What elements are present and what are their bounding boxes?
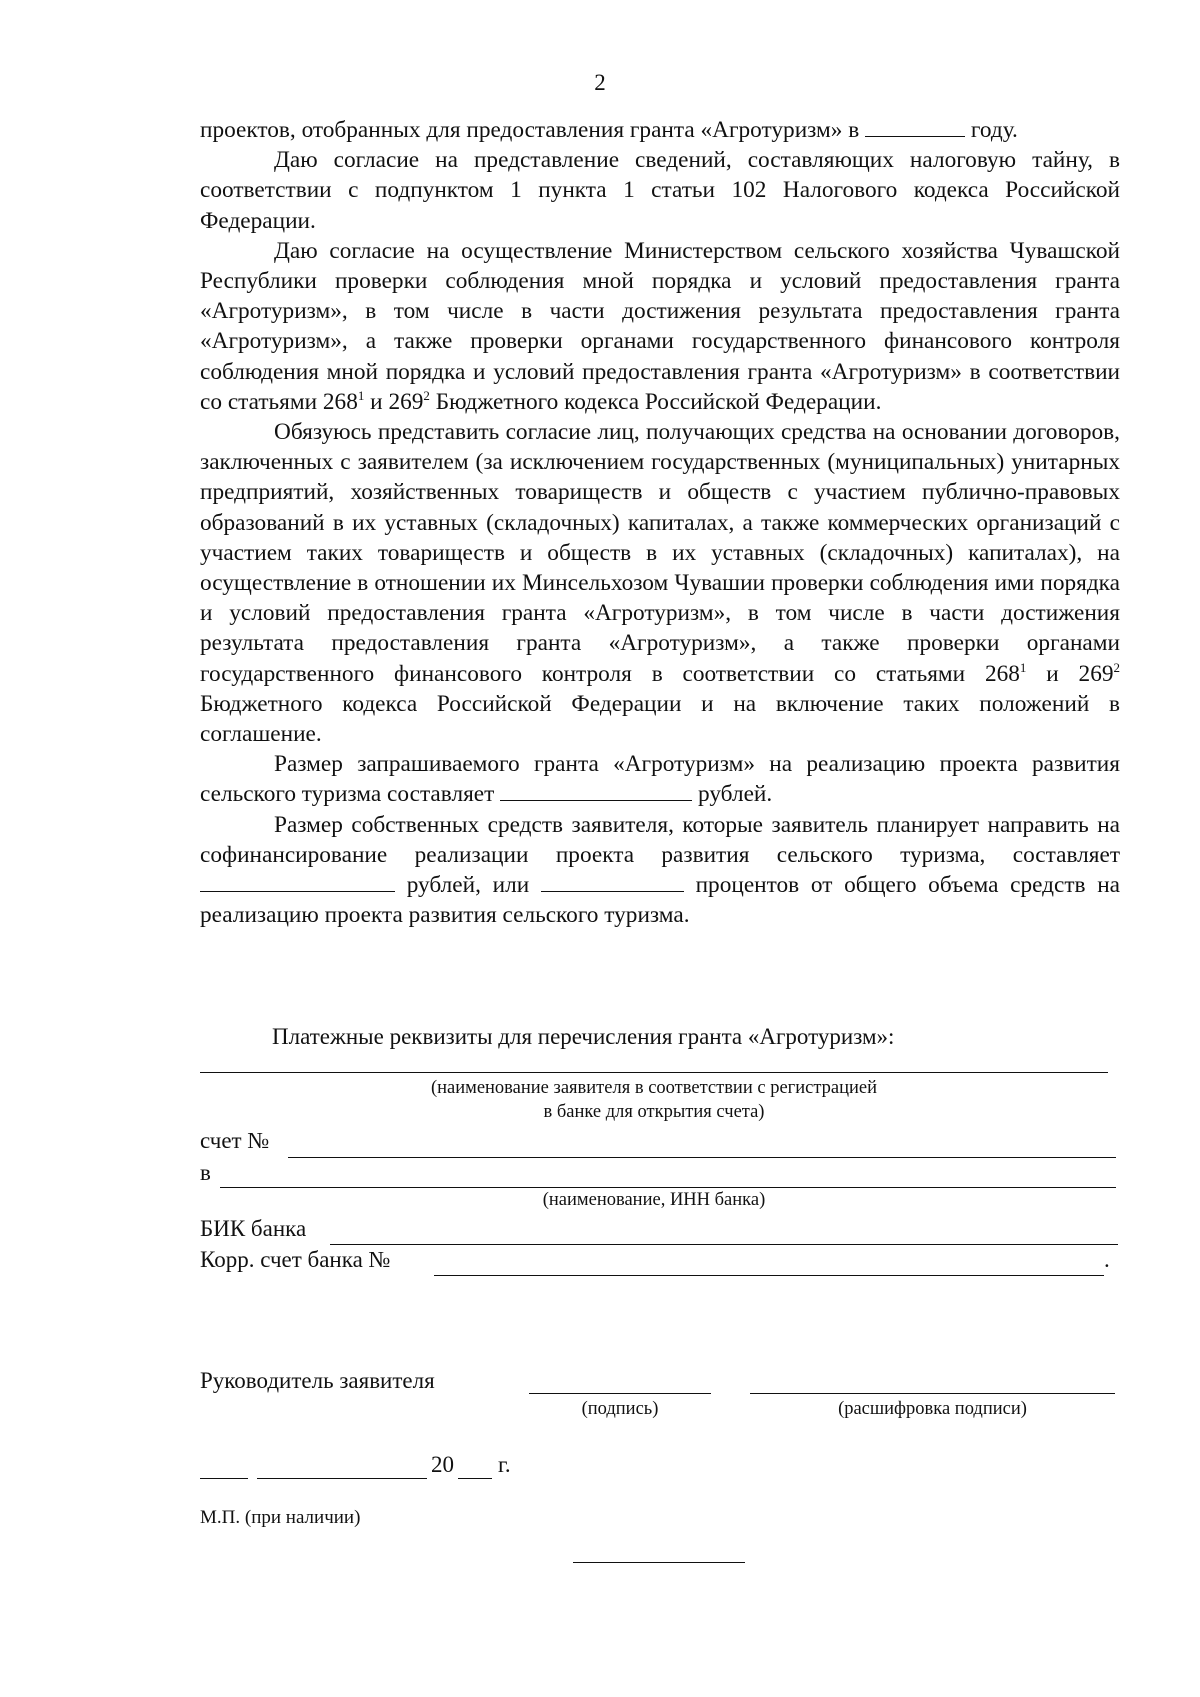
account-line[interactable] [288, 1157, 1116, 1158]
bank-caption: (наименование, ИНН банка) [542, 1190, 766, 1210]
paragraph-text: Бюджетного кодекса Российской Федерации и на включение таких положений в соглашение. [200, 690, 1120, 748]
year-blank [865, 116, 965, 137]
paragraph-text: процентов от общего объема средств на реализацию проекта развития сельского туризма. [200, 872, 1121, 929]
paragraph-text: Размер собственных средств заявителя, которые заявитель планирует направить на софинансирование реализации проекта развития сельского туризма, составляет [200, 811, 1120, 868]
paragraph-text: Бюджетного кодекса Российской Федерации. [429, 388, 882, 415]
applicant-name-line[interactable] [200, 1072, 1108, 1073]
head-label: Руководитель заявителя [200, 1368, 435, 1393]
superscript: 2 [423, 387, 430, 403]
percent-blank[interactable] [541, 871, 684, 892]
paragraph-grant-amount [200, 749, 1120, 809]
applicant-caption-2: в банке для открытия счета) [543, 1102, 765, 1122]
grant-amount-blank[interactable] [500, 780, 692, 801]
superscript: 1 [1019, 659, 1027, 675]
signature-caption: (подпись) [581, 1399, 659, 1419]
paragraph-tax-consent: Даю согласие на представление сведений, составляющих налоговую тайну, в соответствии с подпунктом 1 пункта 1 статьи 102 Налогового кодекса Российской Федерации. [200, 147, 1120, 234]
bank-line[interactable] [220, 1187, 1116, 1188]
corr-label: Корр. счет банка № [200, 1247, 391, 1272]
date-month-line[interactable] [257, 1478, 427, 1479]
paragraph-text: рублей, или [406, 872, 530, 899]
paragraph-text: проектов, отобранных для предоставления гранта «Агротуризм» в [200, 117, 860, 143]
paragraph-inspection-consent [200, 236, 1120, 417]
superscript: 2 [1113, 659, 1120, 675]
date-year-prefix: 20 [431, 1452, 454, 1477]
stamp-label: М.П. (при наличии) [200, 1507, 361, 1528]
payment-title: Платежные реквизиты для перечисления гранта «Агротуризм»: [272, 1024, 895, 1049]
paragraph-text: году. [970, 117, 1018, 143]
paragraph-text: и 269 [1026, 660, 1114, 687]
bik-line[interactable] [330, 1244, 1118, 1245]
corr-line[interactable] [434, 1275, 1104, 1276]
signature-line[interactable] [529, 1393, 711, 1394]
superscript: 1 [357, 387, 365, 403]
body-text [200, 115, 1120, 930]
paragraph-continuation [200, 115, 1120, 145]
page-number: 2 [594, 70, 606, 95]
paragraph-own-funds [200, 810, 1120, 931]
account-label: счет № [200, 1128, 270, 1153]
paragraph-text: Размер запрашиваемого гранта «Агротуризм» на реализацию проекта развития сельского туризма составляет [200, 751, 1120, 808]
date-year-suffix: г. [498, 1452, 511, 1477]
paragraph-obligation [200, 417, 1120, 749]
decode-caption: (расшифровка подписи) [838, 1399, 1027, 1419]
applicant-caption-1: (наименование заявителя в соответствии с регистрацией [430, 1078, 878, 1098]
bank-label: в [200, 1160, 211, 1185]
paragraph-text: Обязуюсь представить согласие лиц, получающих средства на основании договоров, заключенных с заявителем (за исключением государственных (муниципальных) унитарных предприятий, хозяйственных товариществ и обществ с участием публично-правовых образований в их уставных (складочных) капиталах, а также коммерческих организаций с участием таких товариществ и обществ в их уставных (складочных) капиталах), на осуществление в отношении их Минсельхозом Чувашии проверки соблюдения ими порядка и условий предоставления гранта «Агротуризм», в том числе в части достижения результата предоставления гранта «Агротуризм», а также проверки органами государственного финансового контроля в соответствии со статьями 268 [200, 419, 1120, 687]
date-year-line[interactable] [458, 1478, 492, 1479]
bik-label: БИК банка [200, 1216, 307, 1241]
corr-end: . [1104, 1247, 1110, 1272]
paragraph-text: и 269 [364, 388, 424, 415]
own-funds-blank[interactable] [200, 871, 395, 892]
paragraph-text: рублей. [697, 781, 773, 808]
date-day-line[interactable] [200, 1478, 248, 1479]
decode-line[interactable] [750, 1393, 1115, 1394]
paragraph-text: Даю согласие на осуществление Министерством сельского хозяйства Чувашской Республики проверки соблюдения мной порядка и условий предоставления гранта «Агротуризм», в том числе в части достижения результата предоставления гранта «Агротуризм», а также проверки органами государственного финансового контроля соблюдения мной порядка и условий предоставления гранта «Агротуризм» в соответствии со статьями 268 [200, 237, 1120, 415]
closing-separator [573, 1562, 745, 1563]
